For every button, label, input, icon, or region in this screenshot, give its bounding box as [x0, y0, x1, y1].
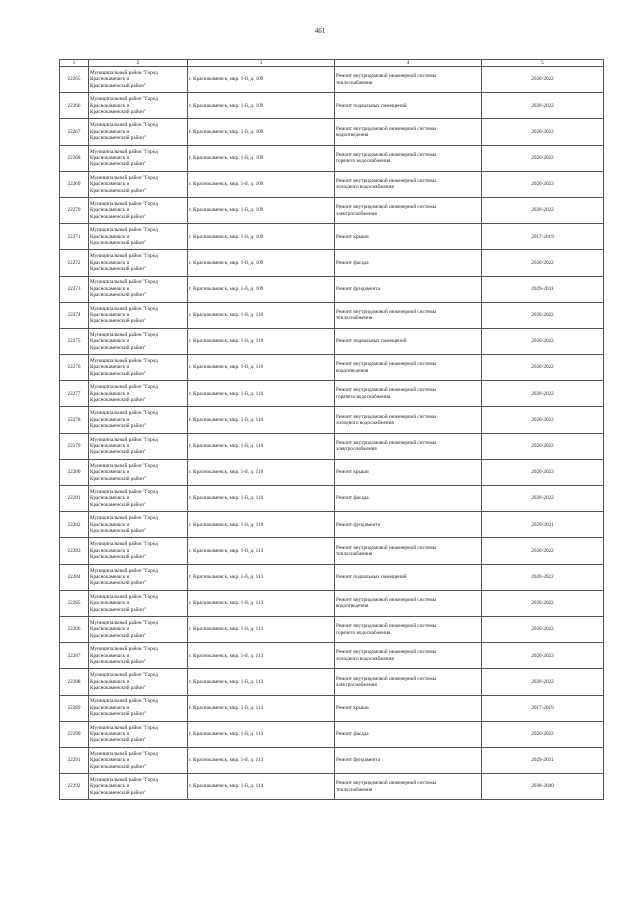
- row-number: 22271: [60, 224, 89, 250]
- address-cell: г. Краснокаменск, мкр. 1-й, д. 113: [188, 747, 335, 773]
- table-row: [60, 276, 604, 302]
- period-cell: 2020-2022: [482, 197, 604, 223]
- municipality-cell: Муниципальный район "Город Краснокамешск и Краснокаменский район": [89, 407, 188, 433]
- column-number: 5: [482, 60, 604, 67]
- row-number: 22290: [60, 721, 89, 747]
- work-type-cell: Ремонт внутридомовой инженерной системы холодного водоснабжения: [335, 643, 482, 669]
- address-cell: г. Краснокаменск, мкр. 1-й, д. 109: [188, 197, 335, 223]
- municipality-cell: Муниципальный район "Город Краснокамешск и Краснокаменский район": [89, 695, 188, 721]
- period-cell: 2020-2022: [482, 564, 604, 590]
- column-number: 2: [89, 60, 188, 67]
- period-cell: 2020-2022: [482, 328, 604, 354]
- work-type-cell: Ремонт крыши: [335, 224, 482, 250]
- table-row: [60, 512, 604, 538]
- work-type-cell: Ремонт внутридомовой инженерной системы электроснабжения: [335, 669, 482, 695]
- municipality-cell: Муниципальный район "Город Краснокамешск и Краснокаменский район": [89, 564, 188, 590]
- period-cell: 2020-2022: [482, 433, 604, 459]
- table-row: [60, 564, 604, 590]
- column-number: 3: [188, 60, 335, 67]
- row-number: 22283: [60, 538, 89, 564]
- municipality-cell: Муниципальный район "Город Краснокамешск и Краснокаменский район": [89, 302, 188, 328]
- row-number: 22278: [60, 407, 89, 433]
- row-number: 22272: [60, 250, 89, 276]
- table-row: [60, 616, 604, 642]
- municipality-cell: Муниципальный район "Город Краснокамешск и Краснокаменский район": [89, 250, 188, 276]
- municipality-cell: Муниципальный район "Город Краснокамешск и Краснокаменский район": [89, 145, 188, 171]
- table-row: [60, 643, 604, 669]
- row-number: 22277: [60, 381, 89, 407]
- row-number: 22284: [60, 564, 89, 590]
- municipality-cell: Муниципальный район "Город Краснокамешск и Краснокаменский район": [89, 67, 188, 93]
- municipality-cell: Муниципальный район "Город Краснокамешск и Краснокаменский район": [89, 774, 188, 800]
- table-row: [60, 669, 604, 695]
- work-type-cell: Ремонт фундамента: [335, 747, 482, 773]
- work-type-cell: Ремонт внутридомовой инженерной системы горячего водоснабжения: [335, 616, 482, 642]
- address-cell: г. Краснокаменск, мкр. 1-й, д. 110: [188, 328, 335, 354]
- table-row: [60, 328, 604, 354]
- work-type-cell: Ремонт фасада: [335, 486, 482, 512]
- work-type-cell: Ремонт внутридомовой инженерной системы водоотведения: [335, 355, 482, 381]
- work-type-cell: Ремонт внутридомовой инженерной системы горячего водоснабжения: [335, 381, 482, 407]
- address-cell: г. Краснокаменск, мкр. 1-й, д. 110: [188, 381, 335, 407]
- address-cell: г. Краснокаменск, мкр. 1-й, д. 110: [188, 512, 335, 538]
- municipality-cell: Муниципальный район "Город Краснокамешск и Краснокаменский район": [89, 669, 188, 695]
- period-cell: 2020-2022: [482, 721, 604, 747]
- address-cell: г. Краснокаменск, мкр. 1-й, д. 109: [188, 250, 335, 276]
- address-cell: г. Краснокаменск, мкр. 1-й, д. 109: [188, 171, 335, 197]
- work-type-cell: Ремонт фасада: [335, 721, 482, 747]
- table-row: [60, 747, 604, 773]
- municipality-cell: Муниципальный район "Город Краснокамешск и Краснокаменский район": [89, 747, 188, 773]
- table-row: [60, 224, 604, 250]
- address-cell: г. Краснокаменск, мкр. 1-й, д. 109: [188, 67, 335, 93]
- period-cell: 2038-2040: [482, 774, 604, 800]
- period-cell: 2029-2031: [482, 512, 604, 538]
- address-cell: г. Краснокаменск, мкр. 1-й, д. 113: [188, 590, 335, 616]
- address-cell: г. Краснокаменск, мкр. 1-й, д. 109: [188, 119, 335, 145]
- municipality-cell: Муниципальный район "Город Краснокамешск и Краснокаменский район": [89, 721, 188, 747]
- municipality-cell: Муниципальный район "Город Краснокамешск и Краснокаменский район": [89, 616, 188, 642]
- municipality-cell: Муниципальный район "Город Краснокамешск и Краснокаменский район": [89, 590, 188, 616]
- period-cell: 2020-2022: [482, 459, 604, 485]
- period-cell: 2020-2022: [482, 250, 604, 276]
- table-row: [60, 774, 604, 800]
- column-number-row: [60, 60, 604, 67]
- address-cell: г. Краснокаменск, мкр. 1-й, д. 113: [188, 695, 335, 721]
- work-type-cell: Ремонт внутридомовой инженерной системы водоотведения: [335, 590, 482, 616]
- period-cell: 2017-2019: [482, 695, 604, 721]
- municipality-cell: Муниципальный район "Город Краснокамешск и Краснокаменский район": [89, 355, 188, 381]
- row-number: 22276: [60, 355, 89, 381]
- municipality-cell: Муниципальный район "Город Краснокамешск и Краснокаменский район": [89, 512, 188, 538]
- row-number: 22285: [60, 590, 89, 616]
- period-cell: 2029-2031: [482, 276, 604, 302]
- work-type-cell: Ремонт крыши: [335, 695, 482, 721]
- row-number: 22280: [60, 459, 89, 485]
- page-number: 461: [314, 27, 326, 35]
- row-number: 22275: [60, 328, 89, 354]
- municipality-cell: Муниципальный район "Город Краснокамешск и Краснокаменский район": [89, 433, 188, 459]
- row-number: 22281: [60, 486, 89, 512]
- municipality-cell: Муниципальный район "Город Краснокамешск и Краснокаменский район": [89, 224, 188, 250]
- row-number: 22292: [60, 774, 89, 800]
- work-type-cell: Ремонт внутридомовой инженерной системы теплоснабжения: [335, 302, 482, 328]
- period-cell: 2020-2022: [482, 616, 604, 642]
- table-row: [60, 171, 604, 197]
- municipality-cell: Муниципальный район "Город Краснокамешск и Краснокаменский район": [89, 93, 188, 119]
- period-cell: 2020-2022: [482, 145, 604, 171]
- work-type-cell: Ремонт внутридомовой инженерной системы водоотведения: [335, 119, 482, 145]
- municipality-cell: Муниципальный район "Город Краснокамешск и Краснокаменский район": [89, 119, 188, 145]
- address-cell: г. Краснокаменск, мкр. 1-й, д. 113: [188, 616, 335, 642]
- row-number: 22268: [60, 145, 89, 171]
- period-cell: 2020-2022: [482, 302, 604, 328]
- work-type-cell: Ремонт подвальных помещений: [335, 328, 482, 354]
- address-cell: г. Краснокаменск, мкр. 1-й, д. 109: [188, 276, 335, 302]
- row-number: 22274: [60, 302, 89, 328]
- address-cell: г. Краснокаменск, мкр. 1-й, д. 113: [188, 564, 335, 590]
- work-type-cell: Ремонт внутридомовой инженерной системы холодного водоснабжения: [335, 407, 482, 433]
- table-row: [60, 486, 604, 512]
- column-number: 4: [335, 60, 482, 67]
- period-cell: 2029-2031: [482, 747, 604, 773]
- period-cell: 2020-2022: [482, 67, 604, 93]
- work-type-cell: Ремонт крыши: [335, 459, 482, 485]
- municipality-cell: Муниципальный район "Город Краснокамешск и Краснокаменский район": [89, 276, 188, 302]
- work-type-cell: Ремонт внутридомовой инженерной системы теплоснабжения: [335, 538, 482, 564]
- row-number: 22269: [60, 171, 89, 197]
- table-row: [60, 250, 604, 276]
- row-number: 22289: [60, 695, 89, 721]
- address-cell: г. Краснокаменск, мкр. 1-й, д. 109: [188, 145, 335, 171]
- period-cell: 2020-2022: [482, 407, 604, 433]
- municipality-cell: Муниципальный район "Город Краснокамешск и Краснокаменский район": [89, 486, 188, 512]
- row-number: 22265: [60, 67, 89, 93]
- work-type-cell: Ремонт фундамента: [335, 276, 482, 302]
- address-cell: г. Краснокаменск, мкр. 1-й, д. 109: [188, 93, 335, 119]
- row-number: 22267: [60, 119, 89, 145]
- table-row: [60, 538, 604, 564]
- address-cell: г. Краснокаменск, мкр. 1-й, д. 110: [188, 433, 335, 459]
- row-number: 22291: [60, 747, 89, 773]
- period-cell: 2020-2022: [482, 486, 604, 512]
- row-number: 22273: [60, 276, 89, 302]
- period-cell: 2020-2022: [482, 171, 604, 197]
- work-type-cell: Ремонт фасада: [335, 250, 482, 276]
- period-cell: 2017-2019: [482, 224, 604, 250]
- period-cell: 2020-2022: [482, 381, 604, 407]
- work-type-cell: Ремонт внутридомовой инженерной системы горячего водоснабжения: [335, 145, 482, 171]
- municipality-cell: Муниципальный район "Город Краснокамешск и Краснокаменский район": [89, 643, 188, 669]
- address-cell: г. Краснокаменск, мкр. 1-й, д. 113: [188, 669, 335, 695]
- table-row: [60, 381, 604, 407]
- municipality-cell: Муниципальный район "Город Краснокамешск и Краснокаменский район": [89, 328, 188, 354]
- address-cell: г. Краснокаменск, мкр. 1-й, д. 110: [188, 459, 335, 485]
- table-body: [60, 67, 604, 800]
- municipality-cell: Муниципальный район "Город Краснокамешск и Краснокаменский район": [89, 459, 188, 485]
- row-number: 22287: [60, 643, 89, 669]
- address-cell: г. Краснокаменск, мкр. 1-й, д. 110: [188, 486, 335, 512]
- table-row: [60, 145, 604, 171]
- municipality-cell: Муниципальный район "Город Краснокамешск и Краснокаменский район": [89, 381, 188, 407]
- address-cell: г. Краснокаменск, мкр. 1-й, д. 109: [188, 224, 335, 250]
- table-row: [60, 302, 604, 328]
- row-number: 22282: [60, 512, 89, 538]
- table-row: [60, 590, 604, 616]
- work-type-cell: Ремонт внутридомовой инженерной системы теплоснабжения: [335, 67, 482, 93]
- column-number: 1: [60, 60, 89, 67]
- work-type-cell: Ремонт фундамента: [335, 512, 482, 538]
- address-cell: г. Краснокаменск, мкр. 1-й, д. 113: [188, 643, 335, 669]
- address-cell: г. Краснокаменск, мкр. 1-й, д. 110: [188, 302, 335, 328]
- municipality-cell: Муниципальный район "Город Краснокамешск и Краснокаменский район": [89, 197, 188, 223]
- table-row: [60, 721, 604, 747]
- municipality-cell: Муниципальный район "Город Краснокамешск и Краснокаменский район": [89, 171, 188, 197]
- period-cell: 2020-2022: [482, 643, 604, 669]
- table-row: [60, 695, 604, 721]
- period-cell: 2020-2022: [482, 355, 604, 381]
- work-type-cell: Ремонт внутридомовой инженерной системы электроснабжения: [335, 197, 482, 223]
- work-type-cell: Ремонт внутридомовой инженерной системы электроснабжения: [335, 433, 482, 459]
- address-cell: г. Краснокаменск, мкр. 1-й, д. 113: [188, 721, 335, 747]
- row-number: 22279: [60, 433, 89, 459]
- table-row: [60, 459, 604, 485]
- table-row: [60, 433, 604, 459]
- registry-table: [59, 59, 604, 800]
- address-cell: г. Краснокаменск, мкр. 1-й, д. 110: [188, 407, 335, 433]
- row-number: 22288: [60, 669, 89, 695]
- period-cell: 2020-2022: [482, 538, 604, 564]
- work-type-cell: Ремонт внутридомовой инженерной системы холодного водоснабжения: [335, 171, 482, 197]
- work-type-cell: Ремонт подвальных помещений: [335, 93, 482, 119]
- period-cell: 2020-2022: [482, 590, 604, 616]
- work-type-cell: Ремонт внутридомовой инженерной системы теплоснабжения: [335, 774, 482, 800]
- row-number: 22286: [60, 616, 89, 642]
- municipality-cell: Муниципальный район "Город Краснокамешск и Краснокаменский район": [89, 538, 188, 564]
- work-type-cell: Ремонт подвальных помещений: [335, 564, 482, 590]
- address-cell: г. Краснокаменск, мкр. 1-й, д. 110: [188, 355, 335, 381]
- period-cell: 2020-2022: [482, 119, 604, 145]
- address-cell: г. Краснокаменск, мкр. 1-й, д. 114: [188, 774, 335, 800]
- address-cell: г. Краснокаменск, мкр. 1-й, д. 113: [188, 538, 335, 564]
- table-row: [60, 407, 604, 433]
- period-cell: 2020-2022: [482, 93, 604, 119]
- row-number: 22266: [60, 93, 89, 119]
- row-number: 22270: [60, 197, 89, 223]
- period-cell: 2020-2022: [482, 669, 604, 695]
- table-row: [60, 119, 604, 145]
- table-row: [60, 355, 604, 381]
- table-row: [60, 67, 604, 93]
- table-row: [60, 197, 604, 223]
- table-row: [60, 93, 604, 119]
